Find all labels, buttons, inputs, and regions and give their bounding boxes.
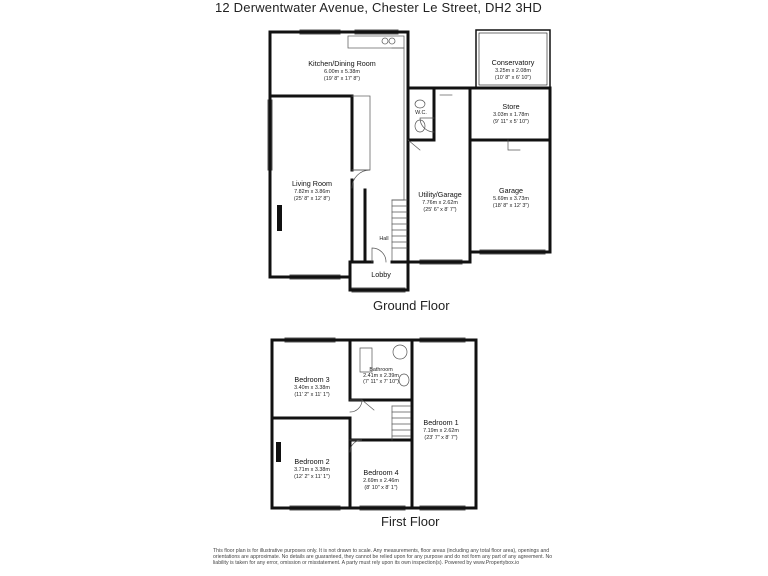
bedroom3-name: Bedroom 3 xyxy=(294,375,330,384)
utility-metric: 7.76m x 2.62m xyxy=(422,200,458,206)
wc-name: W.C. xyxy=(415,110,427,116)
bedroom1-metric: 7.19m x 2.62m xyxy=(423,428,459,434)
lobby-name: Lobby xyxy=(371,270,391,279)
kitchen-metric: 6.00m x 5.38m xyxy=(324,69,360,75)
conservatory-name: Conservatory xyxy=(491,58,535,67)
living-fireplace xyxy=(277,205,282,231)
conservatory-imperial: (10' 8" x 6' 10") xyxy=(494,75,532,81)
ground-floor-label: Ground Floor xyxy=(373,298,450,313)
bedroom2-fireplace xyxy=(276,442,281,462)
conservatory-metric: 3.25m x 2.08m xyxy=(495,68,531,74)
bedroom4-metric: 2.69m x 2.46m xyxy=(363,478,399,484)
bedroom3-imperial: (11' 2" x 11' 1") xyxy=(294,392,330,398)
first-floor-label: First Floor xyxy=(381,514,440,529)
utility-imperial: (25' 6" x 8' 7") xyxy=(423,207,457,213)
bedroom3-metric: 3.40m x 3.38m xyxy=(294,385,330,391)
bedroom1-name: Bedroom 1 xyxy=(423,418,459,427)
bedroom2-metric: 3.71m x 3.38m xyxy=(294,467,330,473)
utility-name: Utility/Garage xyxy=(418,190,462,199)
kitchen-imperial: (19' 8" x 17' 8") xyxy=(323,76,361,82)
garage-metric: 5.69m x 3.73m xyxy=(493,196,529,202)
living-name: Living Room xyxy=(292,179,332,188)
living-metric: 7.82m x 3.86m xyxy=(294,189,330,195)
bedroom4-name: Bedroom 4 xyxy=(363,468,399,477)
living-imperial: (25' 8" x 12' 8") xyxy=(293,196,331,202)
bedroom1-imperial: (23' 7" x 8' 7") xyxy=(424,435,458,441)
first-doors xyxy=(350,400,374,452)
store-imperial: (9' 11" x 5' 10") xyxy=(493,119,529,125)
garage-name: Garage xyxy=(499,186,523,195)
first-stairs xyxy=(392,406,410,440)
ground-stairs xyxy=(392,200,407,260)
bathroom-name: Bathroom xyxy=(369,367,393,373)
bathroom-metric: 2.41m x 2.39m xyxy=(363,373,399,379)
garage-imperial: (18' 8" x 12' 3") xyxy=(492,203,530,209)
hall-name: Hall xyxy=(379,236,389,242)
bathroom-imperial: (7' 11" x 7' 10") xyxy=(363,379,399,385)
bedroom4-imperial: (8' 10" x 8' 1") xyxy=(364,485,398,491)
store-metric: 3.03m x 1.78m xyxy=(493,112,529,118)
bedroom2-name: Bedroom 2 xyxy=(294,457,330,466)
disclaimer-text: This floor plan is for illustrative purposes only. It is not drawn to scale. Any measurements, floor areas (including any total floor area), openings and orientations are approximate. No details are guaranteed, they cannot be relied upon for any purpose and do not form any part of any agreement. No liability is taken for any error, omission or misstatement. A party must rely upon its own inspection(s). Powered by www.Propertybox.io xyxy=(213,548,553,567)
ground-room-labels xyxy=(292,58,535,279)
kitchen-name: Kitchen/Dining Room xyxy=(308,59,376,68)
bedroom2-imperial: (12' 2" x 11' 1") xyxy=(294,474,330,480)
property-address-title: 12 Derwentwater Avenue, Chester Le Street, DH2 3HD xyxy=(215,0,542,15)
first-room-labels xyxy=(294,367,459,491)
store-name: Store xyxy=(502,102,520,111)
